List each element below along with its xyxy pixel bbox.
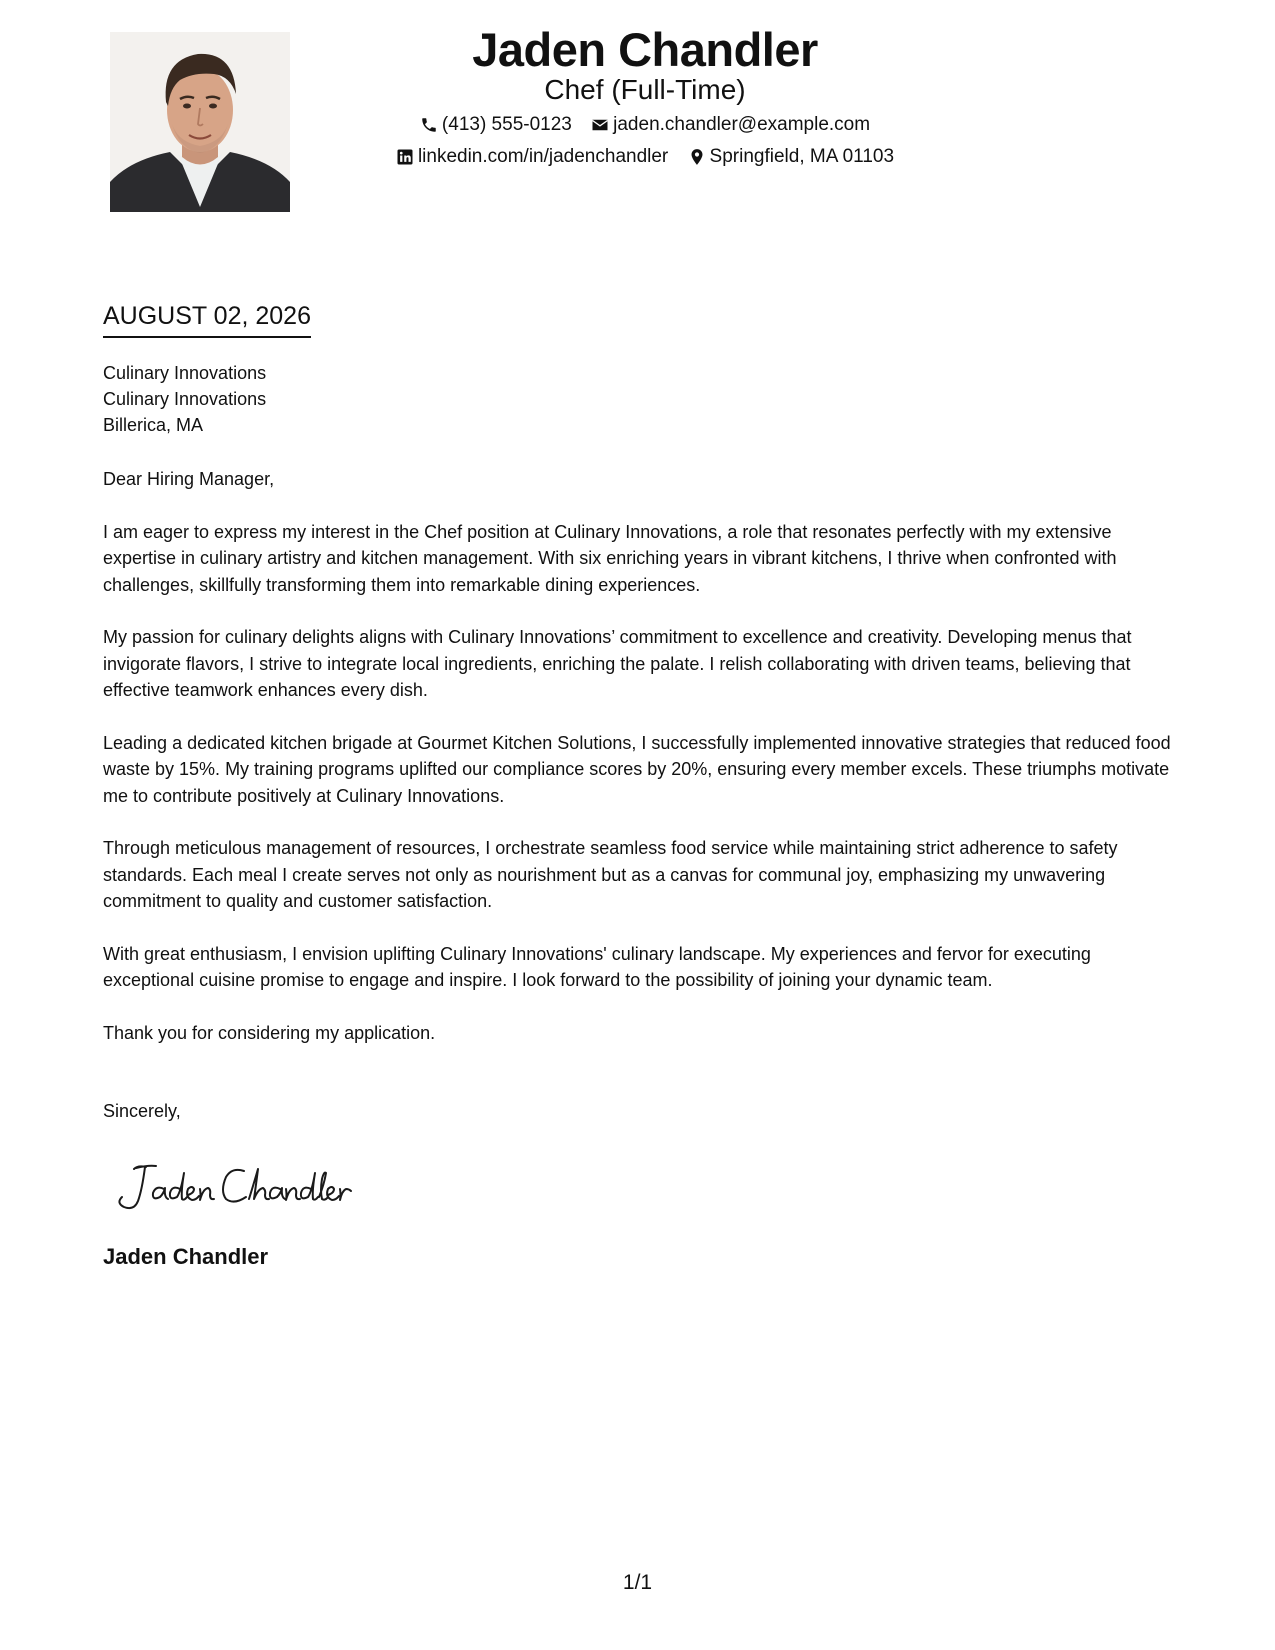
phone-icon bbox=[420, 116, 438, 134]
location-text: Springfield, MA 01103 bbox=[709, 146, 895, 167]
envelope-icon bbox=[591, 116, 609, 134]
recipient-line: Culinary Innovations bbox=[103, 363, 267, 383]
body-paragraph: With great enthusiasm, I envision uplifting Culinary Innovations' culinary landscape. My experiences and fervor for executing exceptional cuisine promise to engage and inspire. I look forward to the possibility of joining your dynamic team. bbox=[103, 943, 1091, 990]
map-pin-icon bbox=[688, 148, 706, 166]
page-number: 1/1 bbox=[622, 1571, 653, 1594]
contact-location bbox=[688, 143, 895, 171]
linkedin-icon bbox=[396, 148, 414, 166]
body-paragraph: I am eager to express my interest in the Chef position at Culinary Innovations, a role that resonates perfectly with my extensive expertise in culinary artistry and kitchen management. With six enriching years in vibrant kitchens, I thrive when confronted with challenges, skillfully transforming them into remarkable dining experiences. bbox=[103, 521, 1117, 595]
contact-email[interactable] bbox=[591, 111, 870, 139]
letter-date: AUGUST 02, 2026 bbox=[103, 298, 311, 338]
phone-text: (413) 555-0123 bbox=[441, 114, 572, 135]
contact-row-1 bbox=[0, 111, 1275, 143]
body-paragraph: Thank you for considering my application. bbox=[103, 1022, 436, 1043]
job-title: Chef (Full-Time) bbox=[544, 74, 746, 105]
contact-row-2 bbox=[0, 143, 1275, 175]
letter-body bbox=[103, 466, 1183, 1072]
linkedin-text: linkedin.com/in/jadenchandler bbox=[417, 146, 669, 167]
salutation: Dear Hiring Manager, bbox=[103, 469, 275, 489]
body-paragraph: My passion for culinary delights aligns with Culinary Innovations’ commitment to excellence and creativity. Developing menus that invigorate flavors, I strive to integrate local ingredients, enriching the palate. I relish collaborating with driven teams, believing that effective teamwork enhances every dish. bbox=[103, 627, 1132, 700]
recipient-line: Billerica, MA bbox=[103, 415, 204, 435]
applicant-name: Jaden Chandler bbox=[472, 23, 818, 76]
signer-name: Jaden Chandler bbox=[103, 1244, 269, 1269]
contact-phone[interactable] bbox=[420, 111, 572, 139]
recipient-line: Culinary Innovations bbox=[103, 389, 267, 409]
contact-linkedin[interactable] bbox=[396, 143, 668, 171]
body-paragraph: Leading a dedicated kitchen brigade at Gourmet Kitchen Solutions, I successfully implemented innovative strategies that reduced food waste by 15%. My training programs uplifted our compliance scores by 20%, ensuring every member excels. These triumphs motivate me to contribute positively at Culinary Innovations. bbox=[103, 732, 1171, 806]
recipient-block bbox=[103, 360, 266, 438]
closing: Sincerely, bbox=[103, 1101, 181, 1121]
body-paragraph: Through meticulous management of resources, I orchestrate seamless food service while maintaining strict adherence to safety standards. Each meal I create serves not only as nourishment but as a canvas for communal joy, emphasizing my unwavering commitment to quality and customer satisfaction. bbox=[103, 838, 1118, 911]
handwritten-signature bbox=[108, 1155, 368, 1225]
email-text: jaden.chandler@example.com bbox=[613, 114, 871, 135]
